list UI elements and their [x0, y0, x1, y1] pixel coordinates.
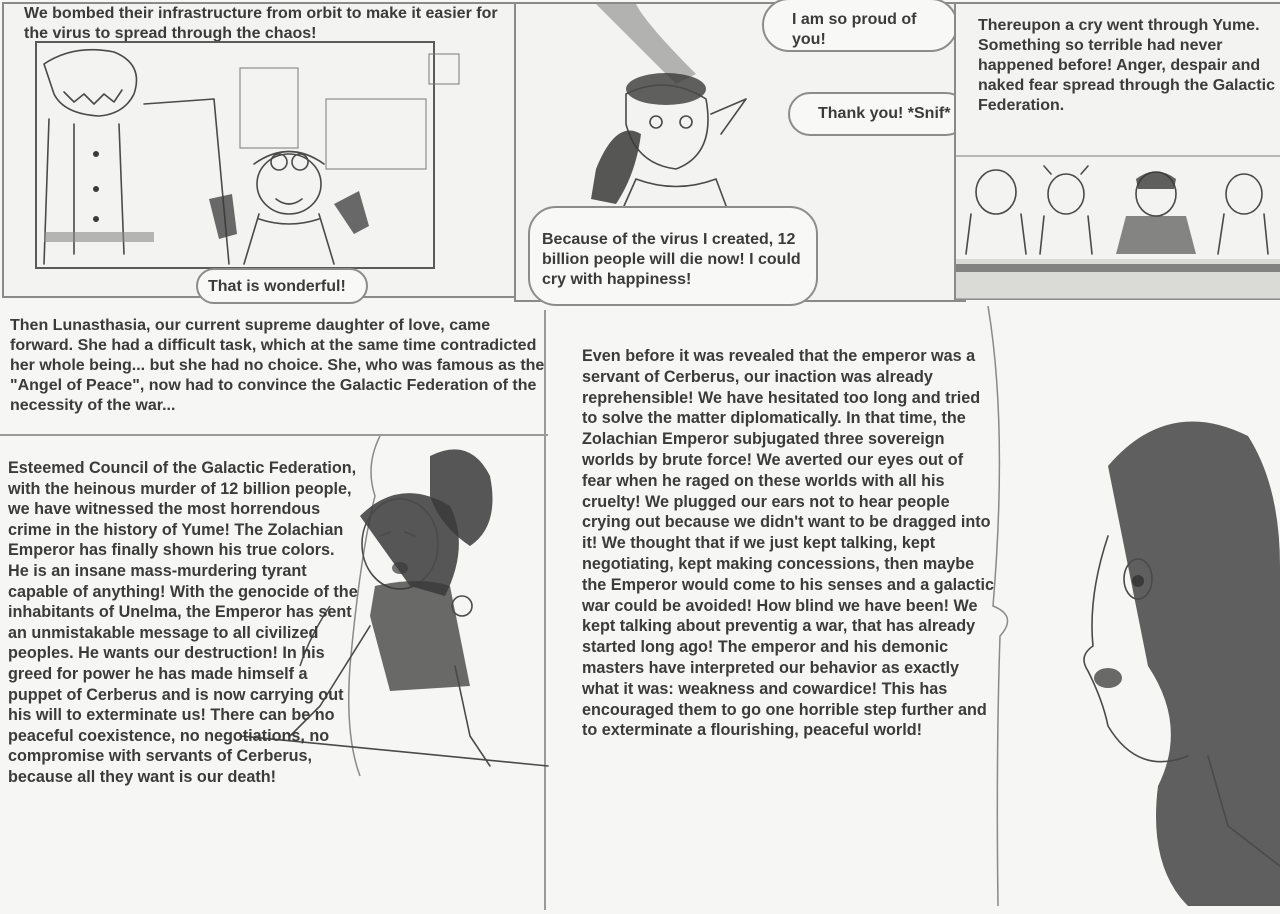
panel-2-bubble-bottom-text: Because of the virus I created, 12 billion people will die now! I could cry with happiness!: [542, 231, 801, 288]
panel-1-illustration: [4, 4, 532, 300]
panel-5: [0, 436, 548, 914]
panel-6: [548, 306, 1280, 914]
panel-2-bubble-mid: [788, 92, 968, 136]
panel-1-speech-bubble: [196, 268, 368, 304]
panel-5-speech: Esteemed Council of the Galactic Federation, with the heinous murder of 12 billion people, we have witnessed the most horrendous crime in the history of Yume! The Zolachian Emperor has finally shown his true colors. He is an insane mass-murdering tyrant capable of anything! With the genocide of the inhabitants of Unelma, the Emperor has sent an unmistakable message to all civilized peoples. He wants our destruction! In his greed for power he has made himself a puppet of Cerberus and is now carrying out his will to exterminate us! There can be no peaceful coexistence, no negotiations, no compromise with servants of Cerberus, because all they want is our death!: [8, 459, 358, 786]
panel-6-speech: Even before it was revealed that the emperor was a servant of Cerberus, our inaction was already reprehensible! We have hesitated too long and tried to solve the matter diplomatically. In that time, the Zolachian Emperor subjugated three sovereign worlds by brute force! We averted our eyes out of fear when he raged on these worlds with all his cruelty! We plugged our ears not to hear people crying out because we didn't want to be dragged into it! We thought that if we just kept talking, kept negotiating, kept making concessions, then maybe the Emperor would come to his senses and a galactic war could be avoided! How blind we have been! We kept talking about preventig a war, that has already started long ago! The emperor and his demonic masters have interpreted our behavior as exactly what it was: weakness and cowardice! This has encouraged them to go one horrible step further and to exterminate a flourishing, peaceful world!: [582, 347, 994, 740]
panel-2-bubble-mid-text: Thank you! *Snif*: [818, 105, 951, 122]
panel-1: [2, 2, 530, 298]
panel-2-bubble-top: [762, 0, 958, 52]
panel-3: [954, 2, 1280, 300]
panel-1-caption: We bombed their infrastructure from orbit to make it easier for the virus to spread through the chaos!: [24, 5, 498, 42]
panel-3-caption: Thereupon a cry went through Yume. Something so terrible had never happened before! Anger, despair and naked fear spread through the Galactic Federation.: [978, 17, 1275, 114]
panel-1-bubble-text: That is wonderful!: [208, 278, 346, 295]
panel-3-illustration: [956, 4, 1280, 302]
panel-2: [514, 2, 966, 302]
panel-2-bubble-top-text: I am so proud of you!: [792, 11, 917, 48]
panel-2-bubble-bottom: [528, 206, 818, 306]
panel-4: [0, 306, 548, 434]
panel-4-caption: Then Lunasthasia, our current supreme daughter of love, came forward. She had a difficult task, which at the same time contradicted her whole being... but she had no choice. She, who was famous as the "Angel of Peace", now had to convince the Galactic Federation of the necessity of the war...: [10, 317, 545, 414]
